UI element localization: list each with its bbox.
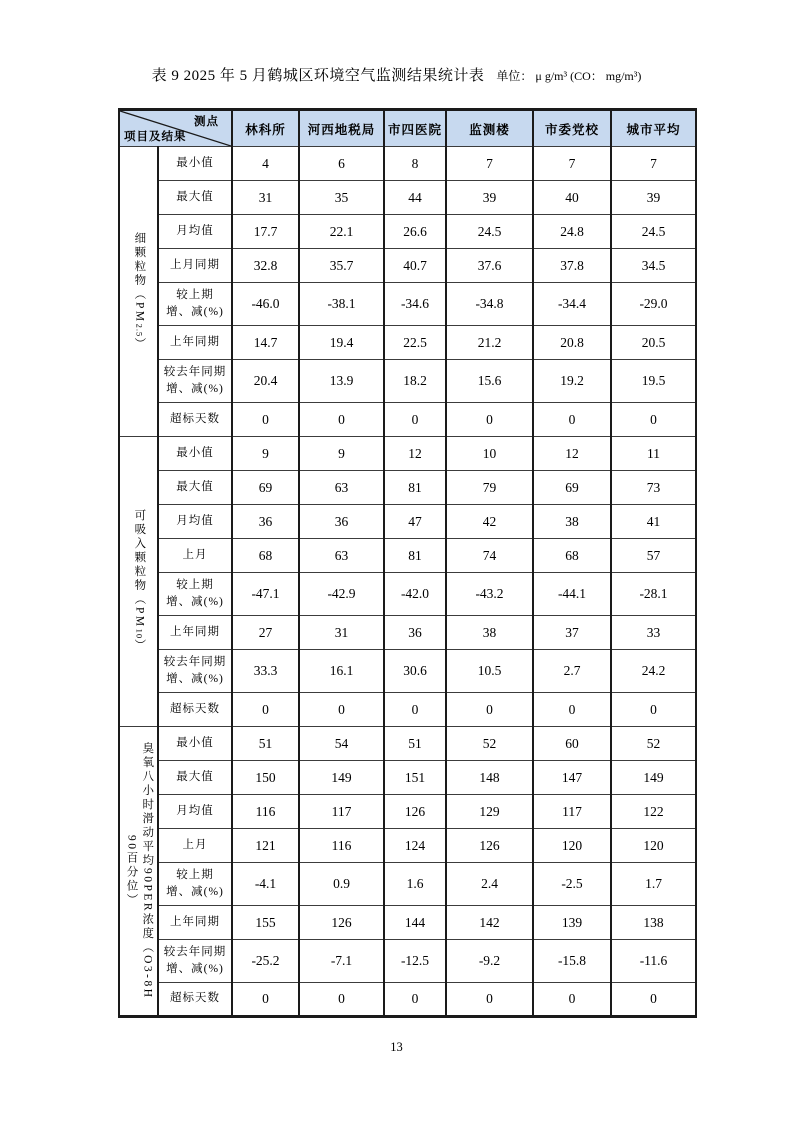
group-label-2 — [119, 727, 158, 1017]
row-label: 上年同期 — [158, 906, 232, 940]
value-cell: 0 — [384, 983, 446, 1017]
row-label: 最小值 — [158, 147, 232, 181]
value-cell: 2.4 — [446, 863, 533, 906]
value-cell: 122 — [611, 795, 696, 829]
value-cell: 22.5 — [384, 326, 446, 360]
group-label-part: ） — [133, 337, 146, 352]
value-cell: 12 — [384, 437, 446, 471]
value-cell: 20.8 — [533, 326, 611, 360]
row-label-line: 增、减(%) — [166, 673, 224, 685]
corner-label-items: 项目及结果 — [124, 131, 187, 143]
value-cell: 22.1 — [299, 215, 384, 249]
value-cell: -47.1 — [232, 573, 299, 616]
value-cell: 19.2 — [533, 360, 611, 403]
value-cell: 147 — [533, 761, 611, 795]
value-cell: 26.6 — [384, 215, 446, 249]
value-cell: -28.1 — [611, 573, 696, 616]
value-cell: 47 — [384, 505, 446, 539]
value-cell: 39 — [611, 181, 696, 215]
value-cell: 129 — [446, 795, 533, 829]
group-label-vertical-line — [140, 742, 154, 1000]
value-cell: 69 — [533, 471, 611, 505]
value-cell: 19.4 — [299, 326, 384, 360]
value-cell: 126 — [384, 795, 446, 829]
value-cell: 1.6 — [384, 863, 446, 906]
row-label: 上月 — [158, 539, 232, 573]
value-cell: 2.7 — [533, 650, 611, 693]
row-label: 最大值 — [158, 181, 232, 215]
value-cell: 33.3 — [232, 650, 299, 693]
group-label-part: 可吸入颗粒物（PM — [133, 509, 146, 630]
value-cell: 120 — [533, 829, 611, 863]
value-cell: 41 — [611, 505, 696, 539]
value-cell: 32.8 — [232, 249, 299, 283]
value-cell: 24.5 — [446, 215, 533, 249]
value-cell: 4 — [232, 147, 299, 181]
value-cell: 0 — [299, 403, 384, 437]
value-cell: 51 — [384, 727, 446, 761]
value-cell: 52 — [446, 727, 533, 761]
value-cell: 0 — [446, 693, 533, 727]
value-cell: 0.9 — [299, 863, 384, 906]
value-cell: 63 — [299, 539, 384, 573]
value-cell: 0 — [611, 983, 696, 1017]
column-header-1: 河西地税局 — [299, 110, 384, 147]
value-cell: 51 — [232, 727, 299, 761]
value-cell: 42 — [446, 505, 533, 539]
column-header-4: 市委党校 — [533, 110, 611, 147]
value-cell: 20.4 — [232, 360, 299, 403]
value-cell: 37.6 — [446, 249, 533, 283]
page-number: 13 — [390, 1040, 403, 1054]
group-label-vertical-line — [132, 232, 146, 351]
value-cell: 0 — [299, 983, 384, 1017]
value-cell: 24.8 — [533, 215, 611, 249]
value-cell: 14.7 — [232, 326, 299, 360]
group-label-subscript: 10 — [134, 629, 145, 640]
group-label-part: 臭氧八小时滑动平均90PER浓度（O3-8H — [141, 742, 154, 1000]
row-label: 上年同期 — [158, 326, 232, 360]
value-cell: -42.9 — [299, 573, 384, 616]
value-cell: 7 — [533, 147, 611, 181]
value-cell: 116 — [299, 829, 384, 863]
value-cell: -7.1 — [299, 940, 384, 983]
value-cell: 31 — [299, 616, 384, 650]
value-cell: -12.5 — [384, 940, 446, 983]
value-cell: -4.1 — [232, 863, 299, 906]
row-label: 最大值 — [158, 471, 232, 505]
value-cell: 9 — [232, 437, 299, 471]
value-cell: 35.7 — [299, 249, 384, 283]
row-label: 最小值 — [158, 727, 232, 761]
value-cell: 34.5 — [611, 249, 696, 283]
row-label-line: 较去年同期 — [163, 655, 227, 668]
corner-label-stations: 测点 — [194, 116, 219, 128]
value-cell: 1.7 — [611, 863, 696, 906]
value-cell: 36 — [384, 616, 446, 650]
value-cell: 20.5 — [611, 326, 696, 360]
value-cell: 0 — [232, 693, 299, 727]
value-cell: 0 — [299, 693, 384, 727]
value-cell: 54 — [299, 727, 384, 761]
value-cell: 68 — [232, 539, 299, 573]
value-cell: 24.5 — [611, 215, 696, 249]
value-cell: -38.1 — [299, 283, 384, 326]
value-cell: 30.6 — [384, 650, 446, 693]
value-cell: 39 — [446, 181, 533, 215]
value-cell: 124 — [384, 829, 446, 863]
value-cell: 155 — [232, 906, 299, 940]
group-label-part: 90百分位） — [125, 834, 138, 908]
value-cell: 0 — [446, 983, 533, 1017]
value-cell: 19.5 — [611, 360, 696, 403]
value-cell: 52 — [611, 727, 696, 761]
column-header-2: 市四医院 — [384, 110, 446, 147]
corner-cell — [119, 110, 232, 147]
value-cell: -29.0 — [611, 283, 696, 326]
group-label-vertical-line — [132, 509, 146, 653]
value-cell: 0 — [384, 403, 446, 437]
row-label-line: 增、减(%) — [166, 886, 224, 898]
value-cell: 10 — [446, 437, 533, 471]
row-label-line: 增、减(%) — [166, 306, 224, 318]
value-cell: 138 — [611, 906, 696, 940]
value-cell: 73 — [611, 471, 696, 505]
value-cell: 35 — [299, 181, 384, 215]
value-cell: -44.1 — [533, 573, 611, 616]
value-cell: 0 — [533, 983, 611, 1017]
table-title-unit: 单位： μ g/m³ (CO： mg/m³) — [496, 69, 642, 83]
value-cell: 9 — [299, 437, 384, 471]
row-label — [158, 573, 232, 616]
row-label-line: 较去年同期 — [163, 365, 227, 378]
value-cell: 69 — [232, 471, 299, 505]
row-label: 上月同期 — [158, 249, 232, 283]
value-cell: -46.0 — [232, 283, 299, 326]
value-cell: 31 — [232, 181, 299, 215]
value-cell: 38 — [446, 616, 533, 650]
row-label: 最小值 — [158, 437, 232, 471]
value-cell: 12 — [533, 437, 611, 471]
value-cell: 139 — [533, 906, 611, 940]
value-cell: 81 — [384, 539, 446, 573]
row-label — [158, 650, 232, 693]
value-cell: 0 — [446, 403, 533, 437]
row-label — [158, 863, 232, 906]
value-cell: -34.8 — [446, 283, 533, 326]
column-header-5: 城市平均 — [611, 110, 696, 147]
value-cell: -34.6 — [384, 283, 446, 326]
row-label: 最大值 — [158, 761, 232, 795]
value-cell: 17.7 — [232, 215, 299, 249]
value-cell: 7 — [611, 147, 696, 181]
value-cell: 117 — [533, 795, 611, 829]
value-cell: -15.8 — [533, 940, 611, 983]
value-cell: -2.5 — [533, 863, 611, 906]
value-cell: 74 — [446, 539, 533, 573]
row-label-line: 增、减(%) — [166, 963, 224, 975]
value-cell: 68 — [533, 539, 611, 573]
value-cell: 37 — [533, 616, 611, 650]
row-label: 上年同期 — [158, 616, 232, 650]
column-header-3: 监测楼 — [446, 110, 533, 147]
value-cell: 151 — [384, 761, 446, 795]
value-cell: 11 — [611, 437, 696, 471]
value-cell: 120 — [611, 829, 696, 863]
value-cell: 60 — [533, 727, 611, 761]
group-label-1 — [119, 437, 158, 727]
row-label-line: 较去年同期 — [163, 945, 227, 958]
row-label-line: 较上期 — [176, 578, 214, 591]
value-cell: 18.2 — [384, 360, 446, 403]
value-cell: 13.9 — [299, 360, 384, 403]
value-cell: 24.2 — [611, 650, 696, 693]
row-label-line: 增、减(%) — [166, 383, 224, 395]
value-cell: 0 — [611, 693, 696, 727]
row-label-line: 较上期 — [176, 868, 214, 881]
row-label: 月均值 — [158, 215, 232, 249]
group-label-0 — [119, 147, 158, 437]
value-cell: 40 — [533, 181, 611, 215]
value-cell: 37.8 — [533, 249, 611, 283]
value-cell: 27 — [232, 616, 299, 650]
value-cell: 126 — [299, 906, 384, 940]
row-label: 月均值 — [158, 505, 232, 539]
group-label-vertical-line — [124, 835, 138, 908]
value-cell: 117 — [299, 795, 384, 829]
value-cell: 8 — [384, 147, 446, 181]
value-cell: -9.2 — [446, 940, 533, 983]
group-label-subscript: 2.5 — [134, 323, 145, 338]
value-cell: 21.2 — [446, 326, 533, 360]
value-cell: 142 — [446, 906, 533, 940]
row-label — [158, 940, 232, 983]
row-label: 超标天数 — [158, 983, 232, 1017]
value-cell: 63 — [299, 471, 384, 505]
value-cell: -25.2 — [232, 940, 299, 983]
value-cell: -43.2 — [446, 573, 533, 616]
value-cell: 38 — [533, 505, 611, 539]
value-cell: 79 — [446, 471, 533, 505]
value-cell: 0 — [232, 403, 299, 437]
value-cell: -42.0 — [384, 573, 446, 616]
value-cell: 36 — [232, 505, 299, 539]
value-cell: 0 — [384, 693, 446, 727]
row-label: 超标天数 — [158, 693, 232, 727]
row-label: 超标天数 — [158, 403, 232, 437]
value-cell: 149 — [299, 761, 384, 795]
value-cell: 121 — [232, 829, 299, 863]
value-cell: 149 — [611, 761, 696, 795]
value-cell: 0 — [533, 403, 611, 437]
value-cell: 15.6 — [446, 360, 533, 403]
row-label-line: 增、减(%) — [166, 596, 224, 608]
value-cell: -11.6 — [611, 940, 696, 983]
value-cell: 81 — [384, 471, 446, 505]
value-cell: 44 — [384, 181, 446, 215]
value-cell: 0 — [611, 403, 696, 437]
row-label: 月均值 — [158, 795, 232, 829]
value-cell: 33 — [611, 616, 696, 650]
value-cell: 40.7 — [384, 249, 446, 283]
value-cell: 0 — [533, 693, 611, 727]
row-label-line: 较上期 — [176, 288, 214, 301]
value-cell: 0 — [232, 983, 299, 1017]
row-label — [158, 360, 232, 403]
table-title-text: 表 9 2025 年 5 月鹤城区环境空气监测结果统计表 — [151, 68, 485, 84]
value-cell: 16.1 — [299, 650, 384, 693]
value-cell: 144 — [384, 906, 446, 940]
value-cell: 57 — [611, 539, 696, 573]
value-cell: 7 — [446, 147, 533, 181]
group-label-part: ） — [133, 639, 146, 654]
value-cell: 126 — [446, 829, 533, 863]
value-cell: 10.5 — [446, 650, 533, 693]
value-cell: 36 — [299, 505, 384, 539]
value-cell: 6 — [299, 147, 384, 181]
row-label — [158, 283, 232, 326]
air-quality-table — [118, 108, 697, 1018]
row-label: 上月 — [158, 829, 232, 863]
table-title — [0, 64, 793, 85]
group-label-part: 细颗粒物（PM — [133, 231, 146, 324]
value-cell: -34.4 — [533, 283, 611, 326]
value-cell: 116 — [232, 795, 299, 829]
value-cell: 150 — [232, 761, 299, 795]
column-header-0: 林科所 — [232, 110, 299, 147]
value-cell: 148 — [446, 761, 533, 795]
